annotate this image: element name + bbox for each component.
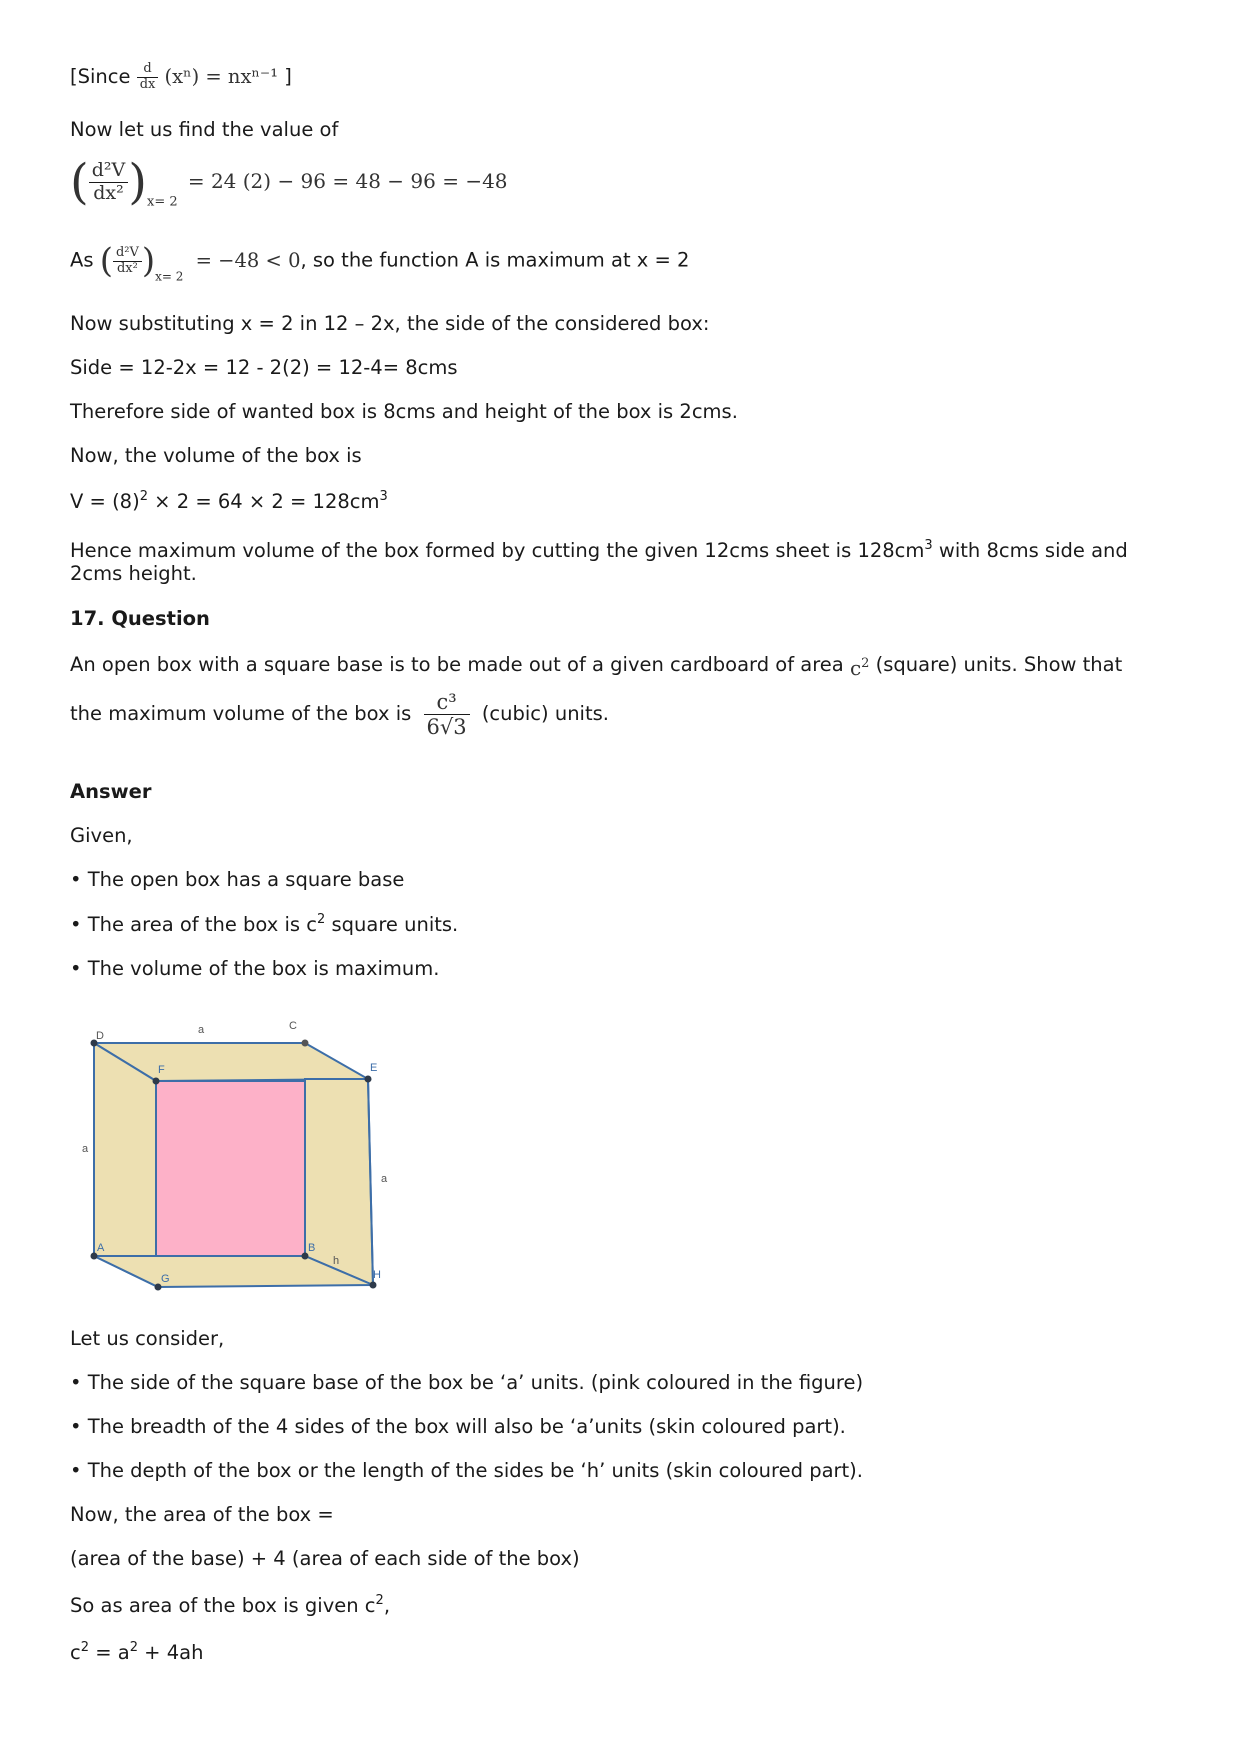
consider-bullet-2: • The breadth of the 4 sides of the box will also be ‘a’units (skin coloured part).: [70, 1415, 846, 1438]
point-E: [365, 1076, 372, 1083]
second-derivative-result: = 24 (2) − 96 = 48 − 96 = −48: [187, 168, 508, 193]
volume-eq-exp1: 2: [139, 489, 148, 504]
label-a-right: a: [381, 1173, 388, 1185]
maximum-statement: , so the function A is maximum at x = 2: [300, 248, 690, 272]
volume-eq-exp2: 3: [379, 489, 388, 504]
since-close: ]: [284, 64, 292, 88]
x-equals-2-sub: x= 2: [146, 194, 178, 210]
d2v-num: d²V: [89, 160, 129, 183]
area-c: c: [849, 656, 862, 680]
area-line-1: Now, the area of the box =: [70, 1503, 334, 1526]
so-area-line: [70, 1594, 390, 1618]
final-eq-4ah: + 4ah: [137, 1641, 204, 1664]
given-b2-post: square units.: [325, 913, 459, 936]
volume-eq-part2: × 2 = 64 × 2 = 128cm: [147, 490, 380, 513]
final-eq-c: c: [70, 1641, 81, 1664]
power-rule-expr: (xⁿ) = nxⁿ⁻¹: [164, 64, 279, 88]
point-F: [153, 1078, 160, 1085]
consider-bullet-3: • The depth of the box or the length of the sides be ‘h’ units (skin coloured part).: [70, 1459, 863, 1482]
label-A: A: [97, 1242, 105, 1254]
ddx-den: dx: [139, 76, 156, 92]
max-volume-num: c³: [424, 690, 470, 715]
hence-part1: Hence maximum volume of the box formed by cutting the given 12cms sheet is 128cm: [70, 539, 925, 562]
answer-heading: Answer: [70, 780, 152, 803]
d2v-small-num: d²V: [113, 246, 142, 262]
label-F: F: [158, 1064, 165, 1076]
as-word: As: [70, 248, 94, 272]
question-line2-prefix: the maximum volume of the box is: [70, 702, 412, 726]
given-bullet-3: • The volume of the box is maximum.: [70, 957, 440, 980]
let-consider-line: Let us consider,: [70, 1327, 225, 1350]
left-paren: (: [70, 154, 89, 210]
label-E: E: [370, 1062, 378, 1074]
volume-intro-line: Now, the volume of the box is: [70, 444, 362, 467]
question-heading: 17. Question: [70, 607, 210, 630]
so-area-pre: So as area of the box is given c: [70, 1594, 376, 1617]
given-b2-pre: • The area of the box is c: [70, 913, 317, 936]
label-h: h: [333, 1255, 340, 1267]
final-equation: [70, 1641, 203, 1665]
right-paren: ): [128, 154, 147, 210]
label-D: D: [96, 1030, 104, 1042]
final-eq-a: = a: [89, 1641, 130, 1664]
max-volume-den: 6√3: [426, 715, 467, 740]
question-part2: (square) units. Show that: [875, 653, 1123, 676]
hence-exp: 3: [924, 538, 933, 553]
label-H: H: [373, 1269, 381, 1281]
square-base: [156, 1081, 305, 1256]
d2v-den: dx²: [93, 181, 124, 204]
find-value-line: Now let us find the value of: [70, 118, 339, 141]
therefore-line: Therefore side of wanted box is 8cms and height of the box is 2cms.: [70, 400, 738, 423]
question-line2-suffix: (cubic) units.: [481, 702, 609, 726]
final-eq-a-exp: 2: [129, 1640, 138, 1655]
volume-eq-part1: V = (8): [70, 490, 140, 513]
substitute-line: Now substituting x = 2 in 12 – 2x, the side of the considered box:: [70, 312, 710, 335]
area-line-2: (area of the base) + 4 (area of each side of the box): [70, 1547, 580, 1570]
question-part1: An open box with a square base is to be made out of a given cardboard of area: [70, 653, 844, 676]
final-eq-c-exp: 2: [80, 1640, 90, 1655]
given-b2-exp: 2: [317, 912, 326, 927]
label-C: C: [289, 1020, 297, 1032]
left-paren-small: (: [99, 241, 113, 281]
ddx-num: d: [137, 62, 159, 78]
label-B: B: [308, 1242, 316, 1254]
given-bullet-1: • The open box has a square base: [70, 868, 405, 891]
label-a-left: a: [82, 1143, 89, 1155]
so-area-post: ,: [383, 1594, 391, 1617]
right-paren-small: ): [141, 241, 156, 281]
point-H: [370, 1282, 377, 1289]
consider-bullet-1: • The side of the square base of the box be ‘a’ units. (pink coloured in the figure): [70, 1371, 864, 1394]
so-area-exp: 2: [375, 1593, 384, 1608]
hence-line-2: 2cms height.: [70, 562, 197, 585]
negative-48-inequality: = −48 < 0: [195, 248, 301, 272]
x-equals-2-small-sub: x= 2: [155, 269, 184, 284]
d2v-small-den: dx²: [116, 260, 138, 276]
point-C: [302, 1040, 309, 1047]
label-G: G: [161, 1273, 170, 1285]
side-line: Side = 12-2x = 12 - 2(2) = 12-4= 8cms: [70, 356, 458, 379]
area-c-exp: 2: [861, 656, 870, 671]
since-open: [Since: [70, 64, 131, 88]
given-line: Given,: [70, 824, 133, 847]
label-a-top: a: [198, 1024, 205, 1036]
hence-part2: with 8cms side and: [932, 539, 1128, 562]
